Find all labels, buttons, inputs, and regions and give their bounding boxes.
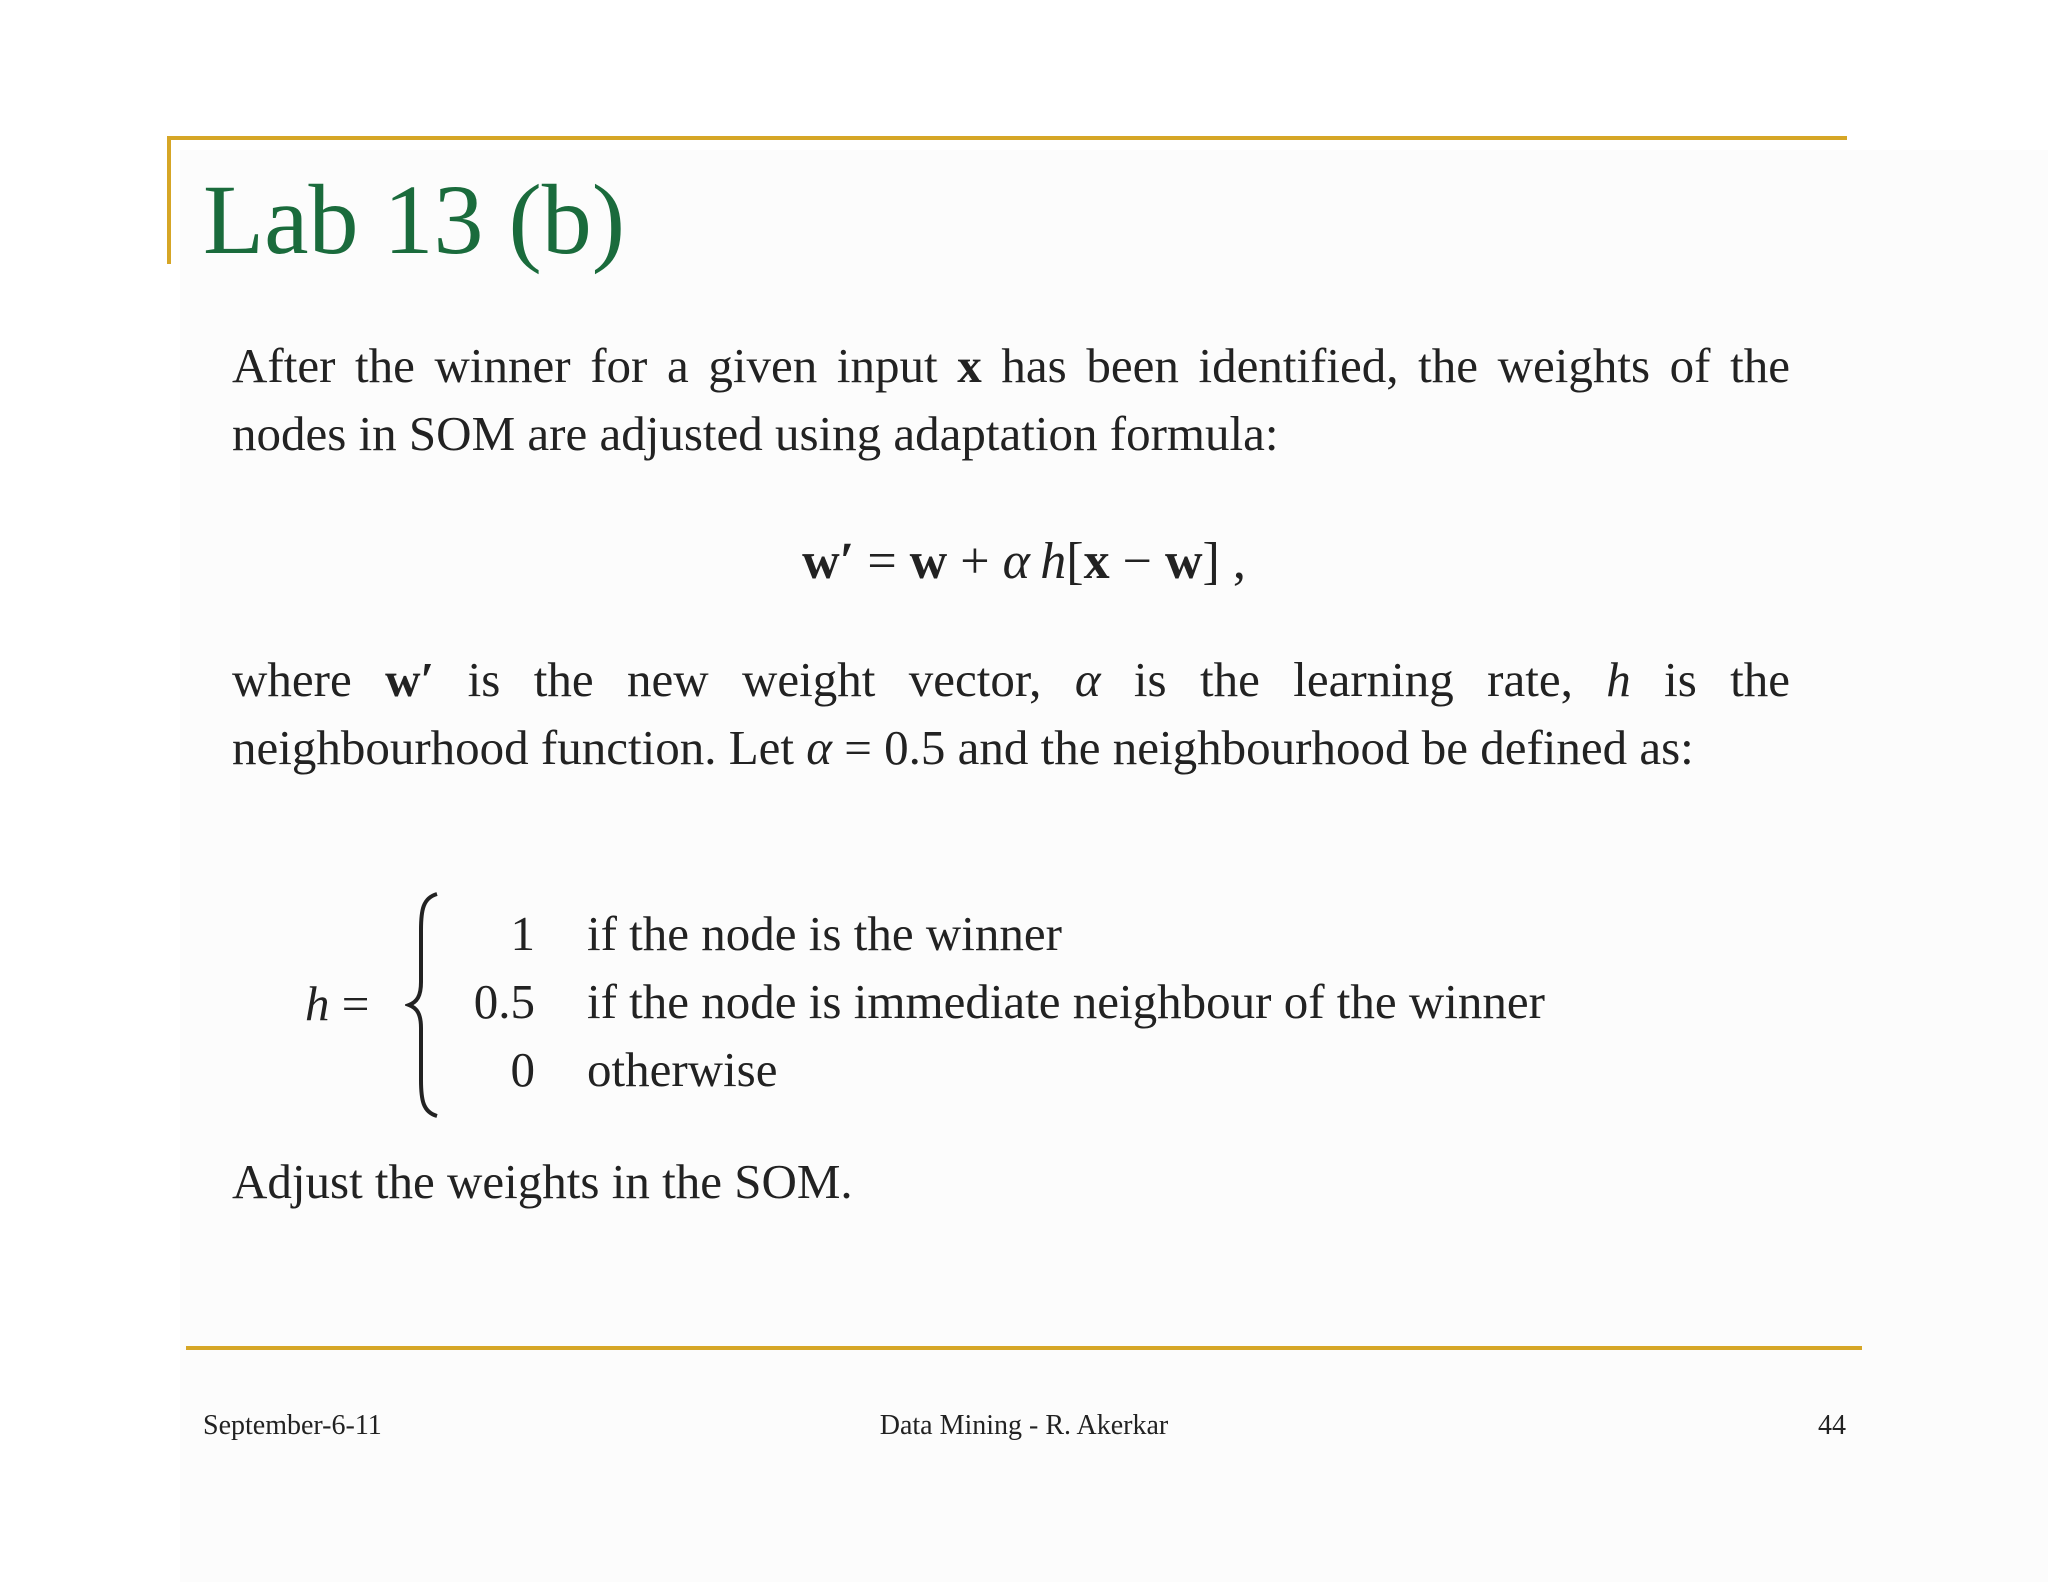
- eq-minus: −: [1109, 533, 1165, 590]
- footer-page-number: 44: [1818, 1410, 1846, 1441]
- eq-equals: =: [854, 533, 910, 590]
- piecewise-case: [455, 1036, 1545, 1104]
- intro-text-1: After the winner for a given input: [232, 338, 958, 393]
- where-h: h: [1606, 652, 1631, 707]
- where-text-3: is the learning rate,: [1100, 652, 1607, 707]
- piecewise-case: [455, 968, 1545, 1036]
- slide-title: Lab 13 (b): [203, 164, 626, 275]
- intro-paragraph: [232, 332, 1790, 468]
- where-w-prime: w′: [385, 652, 435, 707]
- eq-comma: ,: [1219, 533, 1246, 590]
- eq-w2: w: [1164, 533, 1203, 590]
- intro-text-2: has been identified, the weights of the nodes in SOM are adjusted using adaptation formula:: [232, 338, 1790, 461]
- adaptation-formula: [0, 526, 2048, 598]
- eq-plus: +: [947, 533, 1003, 590]
- eq-open-bracket: [: [1066, 533, 1084, 590]
- eq-x: x: [1083, 533, 1110, 590]
- title-top-rule: [167, 136, 1847, 140]
- left-brace-icon: [405, 890, 445, 1120]
- piecewise-cases: [455, 900, 1545, 1104]
- case-condition: if the node is immediate neighbour of the winner: [587, 974, 1545, 1029]
- where-text-4: is the neighbourhood function. Let: [232, 652, 1791, 775]
- footer-course: Data Mining - R. Akerkar: [879, 1410, 1169, 1441]
- where-alpha-2: α: [806, 720, 833, 775]
- eq-w: w: [909, 533, 948, 590]
- eq-h: h: [1040, 533, 1067, 590]
- where-text-2: is the new weight vector,: [434, 652, 1075, 707]
- piecewise-equals: =: [329, 976, 370, 1031]
- input-x-symbol: x: [957, 338, 982, 393]
- piecewise-lhs: [305, 970, 369, 1038]
- piecewise-case: [455, 900, 1545, 968]
- where-text-5: = 0.5 and the neighbourhood be defined as:: [832, 720, 1694, 775]
- eq-alpha: α: [1002, 533, 1030, 590]
- piecewise-h: h: [305, 976, 330, 1031]
- case-value: 0: [510, 1042, 535, 1097]
- where-text-1: where: [232, 652, 386, 707]
- footer-date: September-6-11: [203, 1410, 382, 1441]
- case-value: 1: [510, 906, 535, 961]
- eq-w-prime: w′: [802, 533, 855, 590]
- where-paragraph: [232, 646, 1790, 782]
- title-left-rule: [167, 136, 171, 264]
- eq-close-bracket: ]: [1202, 533, 1220, 590]
- footer-rule: [186, 1346, 1862, 1350]
- closing-instruction: Adjust the weights in the SOM.: [232, 1154, 853, 1209]
- case-condition: otherwise: [587, 1042, 778, 1097]
- case-condition: if the node is the winner: [587, 906, 1062, 961]
- case-value: 0.5: [473, 974, 535, 1029]
- where-alpha: α: [1074, 652, 1101, 707]
